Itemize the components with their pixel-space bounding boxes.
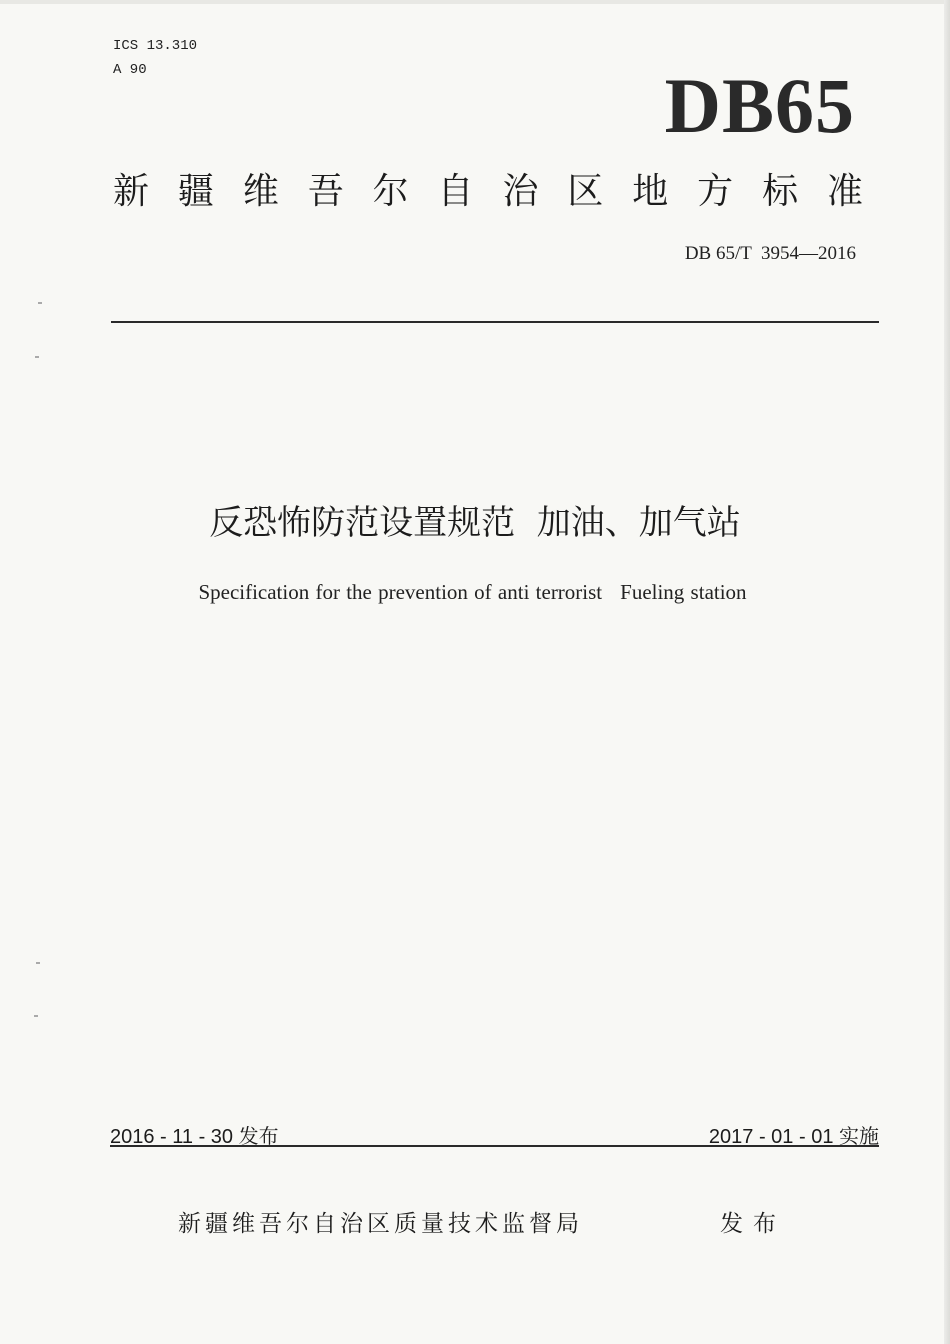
bottom-divider [110,1145,879,1147]
standard-type-heading [113,170,863,214]
db65-logo: DB65 [664,62,855,149]
standard-type-char: 标 [762,171,799,212]
standard-type-char: 方 [697,171,734,212]
title-chinese: 反恐怖防范设置规范 加油、加气站 [209,503,741,543]
publisher-name: 新疆维吾尔自治区质量技术监督局 [178,1211,583,1237]
standard-type-char: 自 [437,171,474,212]
title-english-sub: Fueling station [620,580,747,604]
scan-speck [34,1015,38,1017]
standard-type-char: 地 [632,171,669,212]
ccs-code: A 90 [113,62,147,78]
standard-number: DB 65/T 3954—2016 [684,243,856,264]
issue-date: 2016 - 11 - 30 发布 [110,1126,279,1148]
standard-type-char: 疆 [177,171,214,212]
scan-edge-right [944,0,950,1344]
scan-edge-top [0,0,950,4]
standard-type-char: 维 [242,171,279,212]
standard-type-char: 吾 [307,171,344,212]
implementation-date: 2017 - 01 - 01 实施 [708,1126,879,1148]
publish-label: 发布 [720,1211,786,1237]
title-english [0,580,945,605]
standard-type-char: 新 [113,171,150,212]
classification-codes [113,34,197,82]
standard-type-char: 治 [502,171,539,212]
scan-speck [36,962,40,964]
standard-type-char: 区 [567,171,604,212]
title-english-main: Specification for the prevention of anti terrorist [198,580,603,604]
standard-type-char: 准 [826,171,863,212]
scan-speck [35,356,39,358]
standard-type-char: 尔 [372,171,409,212]
top-divider [111,321,879,323]
scan-speck [38,302,42,304]
ics-code: ICS 13.310 [113,38,198,54]
